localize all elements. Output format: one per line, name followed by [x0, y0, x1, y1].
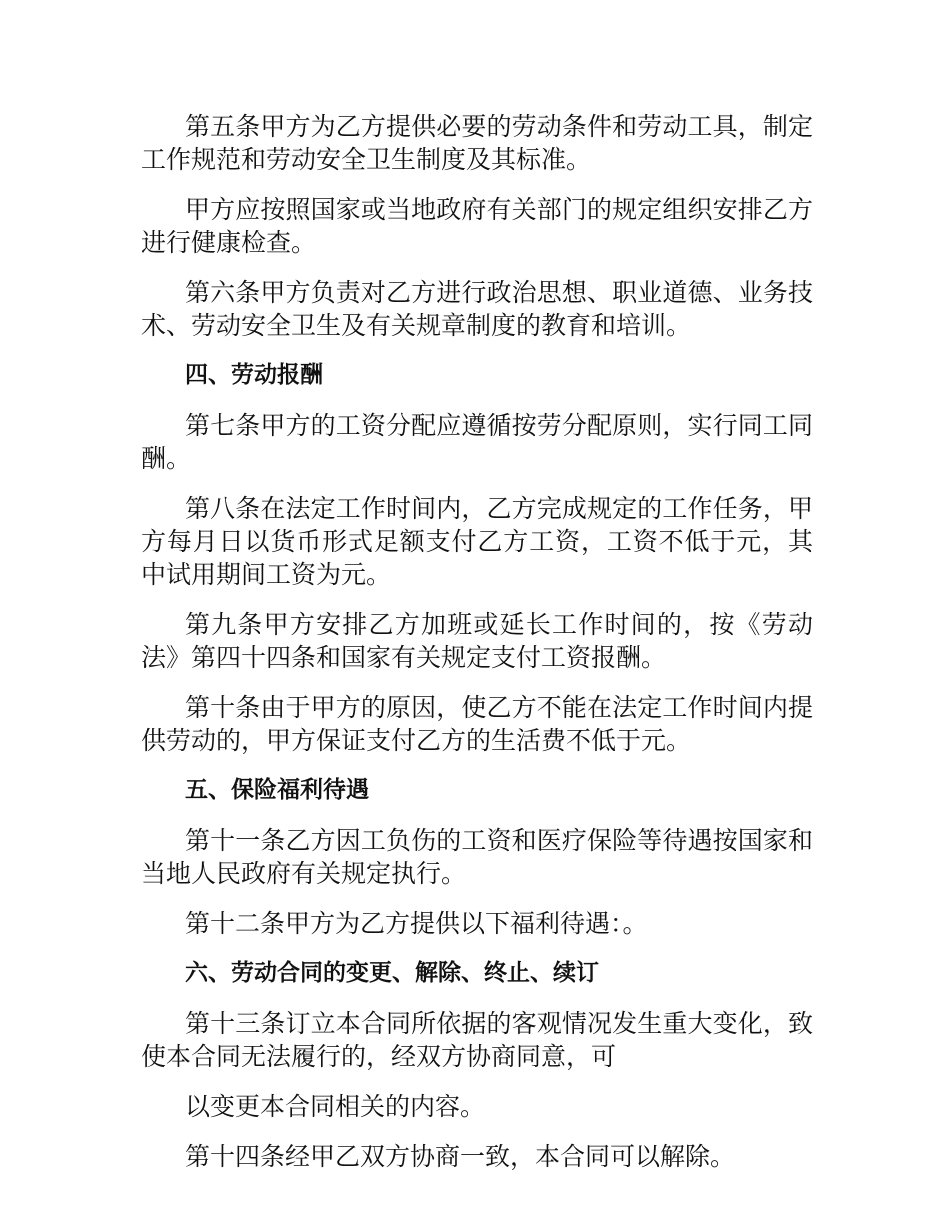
clause-6-paragraph: 第六条甲方负责对乙方进行政治思想、职业道德、业务技术、劳动安全卫生及有关规章制度的教育和培训。 — [141, 278, 813, 340]
section-heading-compensation: 四、劳动报酬 — [185, 362, 323, 388]
clause-10-paragraph: 第十条由于甲方的原因，使乙方不能在法定工作时间内提供劳动的，甲方保证支付乙方的生活费不低于元。 — [141, 693, 813, 755]
clause-12-paragraph: 第十二条甲方为乙方提供以下福利待遇：。 — [185, 909, 648, 938]
section-heading-contract-changes: 六、劳动合同的变更、解除、终止、续订 — [185, 960, 599, 986]
clause-11-paragraph: 第十一条乙方因工负伤的工资和医疗保险等待遇按国家和当地人民政府有关规定执行。 — [141, 826, 813, 888]
clause-8-paragraph: 第八条在法定工作时间内，乙方完成规定的工作任务，甲方每月日以货币形式足额支付乙方工资，工资不低于元，其中试用期间工资为元。 — [141, 494, 813, 589]
clause-7-paragraph: 第七条甲方的工资分配应遵循按劳分配原则，实行同工同酬。 — [141, 411, 813, 473]
clause-13-continuation: 以变更本合同相关的内容。 — [185, 1092, 486, 1121]
clause-5-paragraph: 第五条甲方为乙方提供必要的劳动条件和劳动工具，制定工作规范和劳动安全卫生制度及其标准。 — [141, 112, 813, 174]
document-body — [141, 110, 813, 1190]
clause-9-paragraph: 第九条甲方安排乙方加班或延长工作时间的，按《劳动法》第四十四条和国家有关规定支付工资报酬。 — [141, 610, 813, 672]
health-check-paragraph: 甲方应按照国家或当地政府有关部门的规定组织安排乙方进行健康检查。 — [141, 195, 813, 257]
section-heading-insurance-welfare: 五、保险福利待遇 — [185, 777, 369, 803]
clause-13-paragraph: 第十三条订立本合同所依据的客观情况发生重大变化，致使本合同无法履行的，经双方协商同意，可 — [141, 1009, 813, 1071]
clause-14-paragraph: 第十四条经甲乙双方协商一致，本合同可以解除。 — [185, 1142, 736, 1171]
